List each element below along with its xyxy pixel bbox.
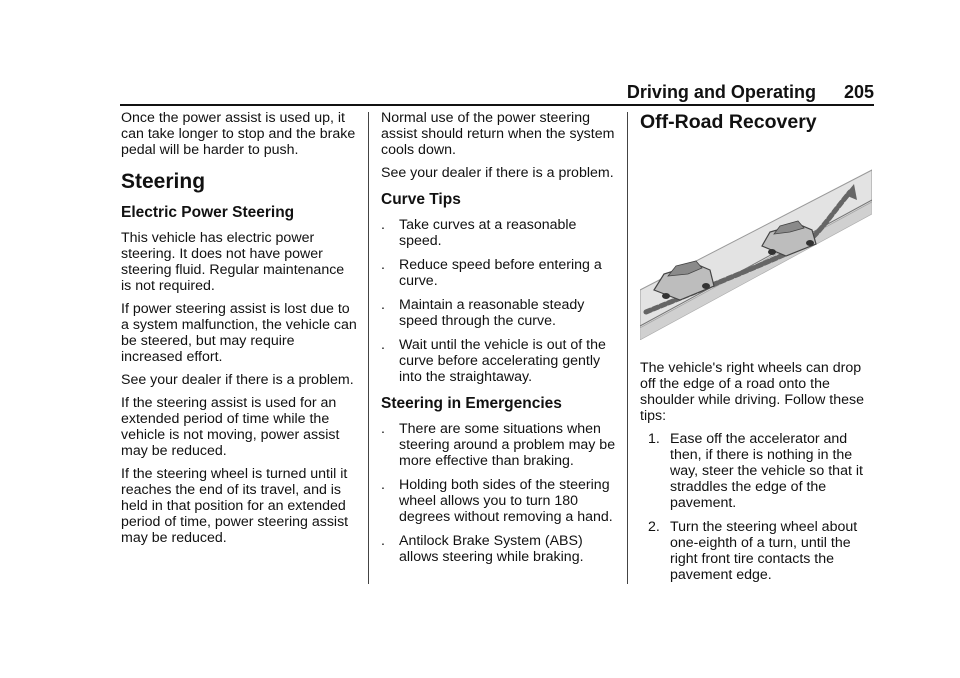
recovery-steps-list	[640, 431, 876, 583]
header-rule	[120, 104, 874, 106]
bullet-marker: .	[381, 217, 385, 233]
paragraph: If the steering wheel is turned until it reaches the end of its travel, and is held in that position for an extended period of time, power steering assist may be reduced.	[121, 466, 349, 546]
bullet-marker: .	[381, 297, 385, 313]
page-header	[627, 82, 874, 103]
paragraph: If the steering assist is used for an extended period of time while the vehicle is not moving, power assist may be reduced.	[121, 395, 340, 459]
paragraph: If power steering assist is lost due to a system malfunction, the vehicle can be steered, but may require increased effort.	[121, 301, 357, 365]
page-number: 205	[843, 82, 874, 102]
paragraph: See your dealer if there is a problem.	[121, 372, 354, 388]
list-item: . Antilock Brake System (ABS) allows steering while braking.	[381, 533, 584, 565]
bullet-marker: .	[381, 257, 385, 273]
list-item: . Wait until the vehicle is out of the curve before accelerating gently into the straightaway.	[381, 337, 606, 385]
bullet-marker: .	[381, 421, 385, 437]
off-road-recovery-illustration	[640, 162, 872, 340]
column-2	[381, 110, 617, 573]
step-number: 1.	[648, 431, 660, 447]
paragraph: The vehicle's right wheels can drop off the edge of a road onto the shoulder while driving. Follow these tips:	[640, 360, 864, 424]
curve-tips-list	[381, 217, 617, 385]
list-item: 2. Turn the steering wheel about one-eighth of a turn, until the right front tire contacts the pavement edge.	[648, 519, 858, 583]
paragraph: See your dealer if there is a problem.	[381, 165, 614, 181]
list-item: . Holding both sides of the steering wheel allows you to turn 180 degrees without removing a hand.	[381, 477, 613, 525]
section-title: Driving and Operating	[626, 82, 816, 102]
bullet-marker: .	[381, 533, 385, 549]
column-divider-1	[368, 112, 369, 584]
paragraph: Normal use of the power steering assist should return when the system cools down.	[381, 110, 615, 158]
off-road-heading: Off-Road Recovery	[640, 111, 817, 133]
paragraph: This vehicle has electric power steering. It does not have power steering fluid. Regular maintenance is not required.	[121, 230, 345, 294]
list-item: . Reduce speed before entering a curve.	[381, 257, 602, 289]
list-item: . Take curves at a reasonable speed.	[381, 217, 577, 249]
emergencies-heading: Steering in Emergencies	[381, 395, 562, 412]
steering-heading: Steering	[121, 170, 206, 193]
step-number: 2.	[648, 519, 660, 535]
column-1	[121, 110, 357, 553]
bullet-marker: .	[381, 337, 385, 353]
column-divider-2	[627, 112, 628, 584]
column-3	[640, 110, 876, 591]
eps-heading: Electric Power Steering	[121, 204, 295, 221]
curve-tips-heading: Curve Tips	[381, 191, 461, 208]
list-item: . There are some situations when steering around a problem may be more effective than braking.	[381, 421, 616, 469]
list-item: . Maintain a reasonable steady speed through the curve.	[381, 297, 585, 329]
intro-paragraph: Once the power assist is used up, it can take longer to stop and the brake pedal will be harder to push.	[121, 110, 356, 158]
bullet-marker: .	[381, 477, 385, 493]
emergencies-list	[381, 421, 617, 565]
list-item: 1. Ease off the accelerator and then, if there is nothing in the way, steer the vehicle so that it straddles the edge of the pavement.	[648, 431, 863, 511]
